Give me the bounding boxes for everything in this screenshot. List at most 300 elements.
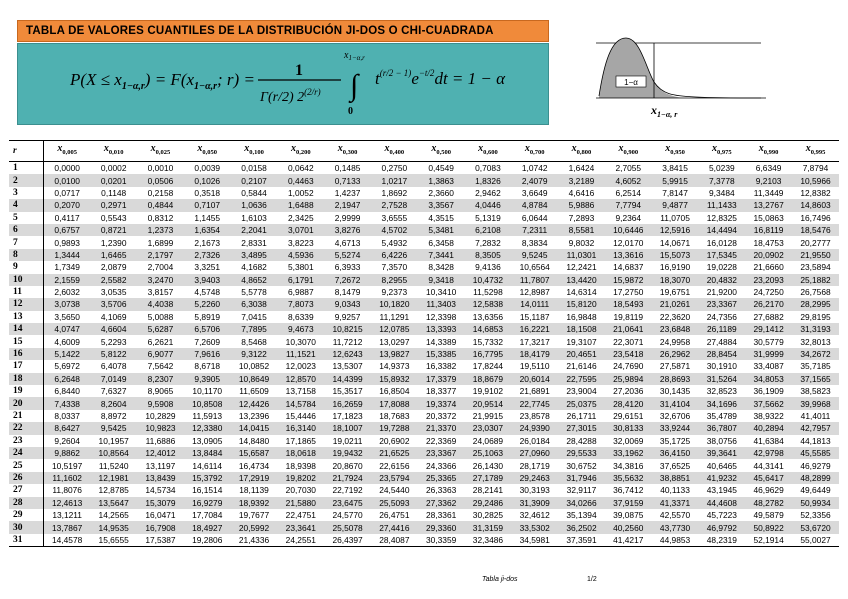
table-cell: 5,5274 [324, 249, 371, 261]
table-cell: 6,4226 [371, 249, 418, 261]
table-cell: 13,5307 [332, 361, 363, 372]
table-cell: 1,0052 [287, 187, 314, 198]
row-r: 28 [9, 497, 44, 509]
table-cell: 11,3449 [753, 187, 784, 198]
table-cell: 10,9823 [137, 422, 184, 434]
table-cell: 9,3484 [709, 187, 735, 198]
table-cell: 40,2560 [605, 521, 652, 533]
table-cell: 30,3193 [519, 485, 550, 496]
table-cell: 9,5908 [137, 397, 184, 409]
table-cell: 45,7223 [706, 510, 737, 521]
table-cell: 32,8523 [706, 386, 737, 397]
table-cell: 7,8794 [802, 163, 829, 174]
table-cell: 27,2036 [613, 386, 644, 397]
table-cell: 18,9392 [231, 497, 278, 509]
table-row [9, 447, 839, 459]
table-cell: 23,0307 [465, 422, 512, 434]
table-cell: 32,9117 [566, 485, 597, 496]
header-col: $x_{0,100}$ [231, 141, 278, 162]
table-cell: 10,6446 [605, 224, 652, 236]
table-cell: 23,5418 [605, 348, 652, 360]
formula-integrand: $t^{(r/2 - 1)}e^{-t/2}dt = 1 - \alpha$ [375, 68, 506, 88]
table-cell: 14,0415 [231, 422, 278, 434]
table-cell: 8,8972 [100, 411, 127, 421]
table-cell: 21,9200 [706, 287, 737, 298]
table-cell: 21,6660 [753, 262, 784, 273]
table-cell: 7,6327 [100, 386, 127, 397]
table-cell: 16,3382 [426, 361, 457, 372]
table-cell: 26,4751 [379, 510, 410, 521]
table-row [9, 484, 839, 496]
table-cell: 6,2514 [615, 187, 642, 198]
row-r: 29 [9, 509, 44, 521]
table-cell: 1,1455 [194, 212, 221, 223]
table-cell: 3,0738 [44, 298, 91, 310]
table-cell: 36,7807 [698, 422, 745, 434]
table-cell: 20,7030 [285, 485, 316, 496]
table-cell: 19,2806 [184, 534, 231, 547]
area-label: 1−α [624, 78, 638, 87]
table-cell: 28,4087 [371, 534, 418, 547]
table-cell: 10,4732 [465, 274, 512, 286]
table-title: TABLA DE VALORES CUANTILES DE LA DISTRIBUCIÓN JI-DOS O CHI-CUADRADA [17, 20, 549, 42]
table-cell: 42,9798 [745, 447, 792, 459]
row-r: 2 [9, 174, 44, 186]
table-cell: 36,7412 [613, 485, 644, 496]
table-cell: 20,0902 [745, 249, 792, 261]
table-cell: 38,8851 [652, 472, 699, 484]
page-number: 1/2 [587, 576, 597, 583]
table-cell: 10,8649 [231, 373, 278, 385]
table-cell: 9,5425 [90, 422, 137, 434]
table-body [9, 162, 839, 547]
table-cell: 0,0717 [54, 187, 80, 198]
table-cell: 43,7730 [652, 521, 699, 533]
table-cell: 22,7192 [332, 485, 363, 496]
table-cell: 36,4150 [652, 447, 699, 459]
table-cell: 8,2307 [137, 373, 184, 385]
table-cell: 40,6465 [706, 460, 737, 471]
table-cell: 16,8504 [379, 386, 410, 397]
table-cell: 0,4549 [428, 163, 454, 174]
table-cell: 14,4494 [698, 224, 745, 236]
table-cell: 3,0701 [277, 224, 324, 236]
table-cell: 13,3393 [418, 323, 465, 335]
table-row [9, 497, 839, 509]
table-cell: 2,3660 [428, 187, 454, 198]
table-cell: 24,5770 [332, 510, 363, 521]
table-cell: 18,3377 [426, 386, 457, 397]
table-cell: 28,8693 [652, 373, 699, 385]
table-cell: 31,9999 [745, 348, 792, 360]
row-r: 24 [9, 447, 44, 459]
table-cell: 18,8679 [465, 373, 512, 385]
table-cell: 19,9432 [324, 447, 371, 459]
table-cell: 5,3481 [418, 224, 465, 236]
table-cell: 3,8223 [287, 237, 314, 248]
table-cell: 12,8325 [706, 212, 737, 223]
row-r: 30 [9, 521, 44, 533]
table-cell: 2,1673 [194, 237, 221, 248]
table-cell: 11,8076 [52, 485, 82, 496]
table-cell: 7,7895 [231, 323, 278, 335]
row-r: 10 [9, 274, 44, 286]
table-cell: 2,4079 [511, 174, 558, 186]
table-cell: 2,6032 [54, 287, 80, 298]
table-cell: 7,3570 [381, 262, 408, 273]
table-cell: 14,3389 [426, 336, 457, 347]
table-cell: 28,4288 [566, 435, 597, 446]
table-cell: 38,9322 [753, 411, 784, 421]
table-cell: 15,8120 [558, 298, 605, 310]
table-cell: 3,8157 [147, 287, 174, 298]
table-cell: 11,6886 [145, 435, 176, 446]
table-row [9, 435, 839, 447]
table-cell: 15,1187 [519, 311, 550, 322]
header-col: $x_{0,200}$ [277, 141, 324, 162]
table-cell: 24,7690 [613, 361, 644, 372]
table-cell: 13,0297 [379, 336, 410, 347]
table-cell: 7,5642 [147, 361, 174, 372]
table-cell: 49,5879 [753, 510, 784, 521]
table-cell: 20,4651 [558, 348, 605, 360]
table-cell: 8,5468 [241, 336, 267, 347]
table-cell: 21,7924 [324, 472, 371, 484]
table-cell: 23,2093 [745, 274, 792, 286]
table-cell: 13,2767 [745, 199, 792, 211]
table-cell: 15,5073 [652, 249, 699, 261]
table-cell: 0,0039 [194, 163, 221, 174]
table-cell: 2,5582 [90, 274, 137, 286]
table-cell: 34,1696 [698, 397, 745, 409]
table-cell: 7,8073 [277, 298, 324, 310]
table-cell: 1,3444 [44, 249, 91, 261]
table-cell: 3,3251 [194, 262, 221, 273]
table-cell: 16,0128 [706, 237, 737, 248]
table-cell: 12,8785 [98, 485, 129, 496]
table-cell: 9,8862 [44, 447, 91, 459]
table-cell: 4,6052 [605, 174, 652, 186]
table-cell: 10,1957 [98, 435, 129, 446]
table-cell: 8,6427 [44, 422, 91, 434]
table-cell: 8,3428 [428, 262, 454, 273]
table-cell: 0,7133 [324, 174, 371, 186]
table-cell: 16,7908 [137, 521, 184, 533]
table-cell: 4,5748 [194, 287, 221, 298]
table-cell: 0,8312 [147, 212, 174, 223]
table-cell: 10,8508 [184, 397, 231, 409]
table-cell: 24,3366 [426, 460, 457, 471]
table-cell: 8,6339 [287, 311, 314, 322]
table-cell: 30,2825 [472, 510, 504, 521]
row-r: 9 [9, 261, 44, 273]
table-cell: 9,5245 [511, 249, 558, 261]
table-cell: 9,4136 [475, 262, 501, 273]
formula [18, 44, 550, 126]
table-cell: 28,2995 [792, 298, 839, 310]
table-cell: 20,6014 [511, 373, 558, 385]
row-r: 7 [9, 236, 44, 248]
table-cell: 18,1508 [558, 323, 605, 335]
table-cell: 26,7568 [800, 287, 831, 298]
table-cell: 23,9004 [566, 386, 597, 397]
table-cell: 31,4104 [652, 397, 699, 409]
table-cell: 26,4397 [324, 534, 371, 547]
table-cell: 0,7083 [475, 163, 501, 174]
table-cell: 13,5647 [90, 497, 137, 509]
table-cell: 6,3933 [334, 262, 361, 273]
table-cell: 21,9915 [472, 411, 504, 421]
table-cell: 25,0375 [558, 397, 605, 409]
table-row [9, 311, 839, 323]
table-cell: 8,9065 [147, 386, 174, 397]
table-cell: 0,1485 [334, 163, 361, 174]
table-cell: 35,7185 [800, 361, 831, 372]
quantile-table [9, 140, 839, 547]
table-cell: 0,2158 [147, 187, 174, 198]
table-cell: 9,0343 [324, 298, 371, 310]
table-cell: 22,6156 [379, 460, 410, 471]
table-cell: 22,3071 [613, 336, 644, 347]
table-cell: 12,0170 [613, 237, 644, 248]
table-cell: 34,2672 [792, 348, 839, 360]
table-cell: 18,4753 [753, 237, 784, 248]
table-cell: 45,5585 [792, 447, 839, 459]
table-row [9, 286, 839, 298]
table-cell: 0,2107 [231, 174, 278, 186]
table-cell: 19,8119 [613, 311, 644, 322]
table-cell: 15,4446 [285, 411, 316, 421]
table-cell: 23,5894 [800, 262, 831, 273]
table-cell: 7,7794 [605, 199, 652, 211]
table-cell: 1,6465 [90, 249, 137, 261]
table-cell: 3,0535 [100, 287, 127, 298]
table-cell: 8,3834 [521, 237, 548, 248]
table-cell: 17,1823 [332, 411, 363, 421]
table-cell: 41,4217 [605, 534, 652, 547]
table-cell: 0,1148 [101, 187, 127, 198]
table-cell: 28,3361 [426, 510, 457, 521]
table-cell: 11,1521 [277, 348, 324, 360]
table-cell: 36,2502 [558, 521, 605, 533]
table-cell: 0,0642 [287, 163, 314, 174]
table-cell: 27,3015 [558, 422, 605, 434]
table-cell: 4,1069 [100, 311, 127, 322]
table-cell: 4,6604 [90, 323, 137, 335]
table-cell: 44,3141 [753, 460, 784, 471]
table-cell: 39,3641 [698, 447, 745, 459]
table-cell: 0,0002 [100, 163, 127, 174]
table-cell: 0,8721 [90, 224, 137, 236]
header-col: $x_{0,050}$ [184, 141, 231, 162]
row-r: 11 [9, 286, 44, 298]
table-cell: 7,0415 [241, 311, 267, 322]
table-cell: 28,2141 [472, 485, 504, 496]
table-cell: 11,6509 [239, 386, 269, 397]
table-cell: 10,1170 [192, 386, 223, 397]
table-cell: 44,1813 [800, 435, 831, 446]
table-cell: 9,3905 [184, 373, 231, 385]
table-cell: 0,0506 [137, 174, 184, 186]
row-r: 5 [9, 212, 44, 224]
table-cell: 38,5823 [800, 386, 831, 397]
table-cell: 8,2604 [90, 397, 137, 409]
table-cell: 17,2750 [613, 287, 644, 298]
table-cell: 40,1133 [660, 485, 690, 496]
area-shaded [599, 38, 684, 98]
table-cell: 48,2899 [792, 472, 839, 484]
header-col: $x_{0,990}$ [745, 141, 792, 162]
table-row [9, 236, 839, 248]
table-cell: 10,0852 [238, 361, 270, 372]
table-cell: 34,5981 [511, 534, 558, 547]
table-cell: 10,1820 [371, 298, 418, 310]
table-cell: 34,3816 [613, 460, 644, 471]
table-cell: 37,6525 [659, 460, 691, 471]
table-cell: 4,6713 [334, 237, 361, 248]
table-cell: 17,2919 [231, 472, 278, 484]
table-cell: 5,4932 [381, 237, 408, 248]
table-cell: 19,3374 [418, 397, 465, 409]
table-cell: 41,4011 [800, 411, 831, 421]
table-cell: 4,6009 [54, 336, 80, 347]
table-cell: 5,6287 [137, 323, 184, 335]
table-cell: 12,0785 [371, 323, 418, 335]
row-r: 22 [9, 422, 44, 434]
table-cell: 20,3372 [426, 411, 457, 421]
table-cell: 21,5880 [277, 497, 324, 509]
table-cell: 31,7946 [558, 472, 605, 484]
table-cell: 5,0088 [147, 311, 174, 322]
table-cell: 10,8215 [324, 323, 371, 335]
table-cell: 20,2777 [800, 237, 831, 248]
table-cell: 14,8480 [238, 435, 270, 446]
header-col: $x_{0,975}$ [698, 141, 745, 162]
table-cell: 43,1945 [706, 485, 737, 496]
table-cell: 23,6848 [652, 323, 699, 335]
table-cell: 4,0446 [465, 199, 512, 211]
table-cell: 12,4012 [137, 447, 184, 459]
table-cell: 6,4078 [100, 361, 127, 372]
formula-lhs: $P(X \le x_{1-\alpha,r}) = F(x_{1-\alpha,r}$; r) = [70, 70, 255, 92]
table-cell: 13,6356 [472, 311, 504, 322]
table-cell: 29,2486 [465, 497, 512, 509]
table-cell: 3,2189 [558, 174, 605, 186]
table-cell: 7,3778 [698, 174, 745, 186]
header-col: $x_{0,300}$ [324, 141, 371, 162]
table-cell: 1,4237 [334, 187, 361, 198]
table-cell: 27,4884 [706, 336, 737, 347]
table-cell: 21,6146 [566, 361, 597, 372]
table-cell: 12,5838 [465, 298, 512, 310]
table-cell: 3,5706 [90, 298, 137, 310]
table-cell: 23,3641 [277, 521, 324, 533]
table-cell: 46,9629 [753, 485, 784, 496]
table-cell: 7,0149 [90, 373, 137, 385]
table-cell: 26,0184 [519, 435, 550, 446]
row-r: 21 [9, 410, 44, 422]
table-cell: 0,6757 [44, 224, 91, 236]
table-cell: 37,9159 [605, 497, 652, 509]
table-cell: 3,5650 [54, 311, 80, 322]
row-r: 1 [9, 162, 44, 175]
table-cell: 16,8119 [745, 224, 792, 236]
table-cell: 19,7288 [371, 422, 418, 434]
table-cell: 2,1559 [44, 274, 91, 286]
header-col: $x_{0,950}$ [652, 141, 699, 162]
integral-upper: $x_{1-\alpha,r}$ [344, 50, 365, 62]
table-cell: 0,4463 [277, 174, 324, 186]
table-cell: 3,6649 [521, 187, 548, 198]
table-cell: 30,5779 [753, 336, 784, 347]
table-cell: 28,4120 [605, 397, 652, 409]
table-cell: 15,6555 [90, 534, 137, 547]
table-cell: 16,4734 [238, 460, 270, 471]
table-cell: 27,0960 [511, 447, 558, 459]
table-cell: 38,0756 [706, 435, 737, 446]
table-cell: 10,3410 [426, 287, 457, 298]
table-cell: 31,3909 [511, 497, 558, 509]
table-cell: 25,1882 [792, 274, 839, 286]
table-cell: 9,9257 [334, 311, 361, 322]
table-cell: 17,8088 [371, 397, 418, 409]
table-cell: 15,6587 [231, 447, 278, 459]
table-cell: 5,1422 [44, 348, 91, 360]
table-cell: 33,4087 [753, 361, 784, 372]
table-cell: 33,9244 [652, 422, 699, 434]
table-cell: 17,3379 [418, 373, 465, 385]
table-cell: 16,7496 [800, 212, 831, 223]
table-cell: 16,2659 [324, 397, 371, 409]
table-cell: 0,5543 [100, 212, 127, 223]
table-cell: 13,3616 [605, 249, 652, 261]
table-cell: 12,8570 [277, 373, 324, 385]
table-cell: 18,4927 [184, 521, 231, 533]
table-cell: 29,1412 [745, 323, 792, 335]
table-cell: 2,1947 [324, 199, 371, 211]
table-cell: 19,0228 [706, 262, 737, 273]
row-r: 19 [9, 385, 44, 397]
table-cell: 25,5078 [324, 521, 371, 533]
table-row [9, 162, 839, 175]
table-cell: 11,3403 [418, 298, 465, 310]
table-row [9, 521, 839, 533]
table-cell: 52,1914 [745, 534, 792, 547]
table-cell: 26,3363 [426, 485, 457, 496]
table-cell: 25,1063 [465, 447, 512, 459]
table-cell: 28,8454 [698, 348, 745, 360]
table-cell: 12,4426 [231, 397, 278, 409]
table-cell: 16,9279 [184, 497, 231, 509]
table-cell: 1,2373 [137, 224, 184, 236]
table-cell: 11,0705 [660, 212, 690, 223]
table-cell: 24,0689 [472, 435, 504, 446]
table-cell: 6,3458 [428, 237, 454, 248]
table-cell: 14,9373 [379, 361, 410, 372]
table-cell: 0,3518 [194, 187, 221, 198]
table-cell: 41,3371 [652, 497, 699, 509]
row-r: 15 [9, 335, 44, 347]
table-row [9, 323, 839, 335]
table-cell: 22,3369 [426, 435, 457, 446]
table-cell: 29,3360 [418, 521, 465, 533]
table-cell: 2,7326 [184, 249, 231, 261]
table-cell: 3,8276 [324, 224, 371, 236]
header-col: $x_{0,900}$ [605, 141, 652, 162]
table-cell: 19,8202 [277, 472, 324, 484]
row-r: 13 [9, 311, 44, 323]
table-cell: 1,8326 [465, 174, 512, 186]
